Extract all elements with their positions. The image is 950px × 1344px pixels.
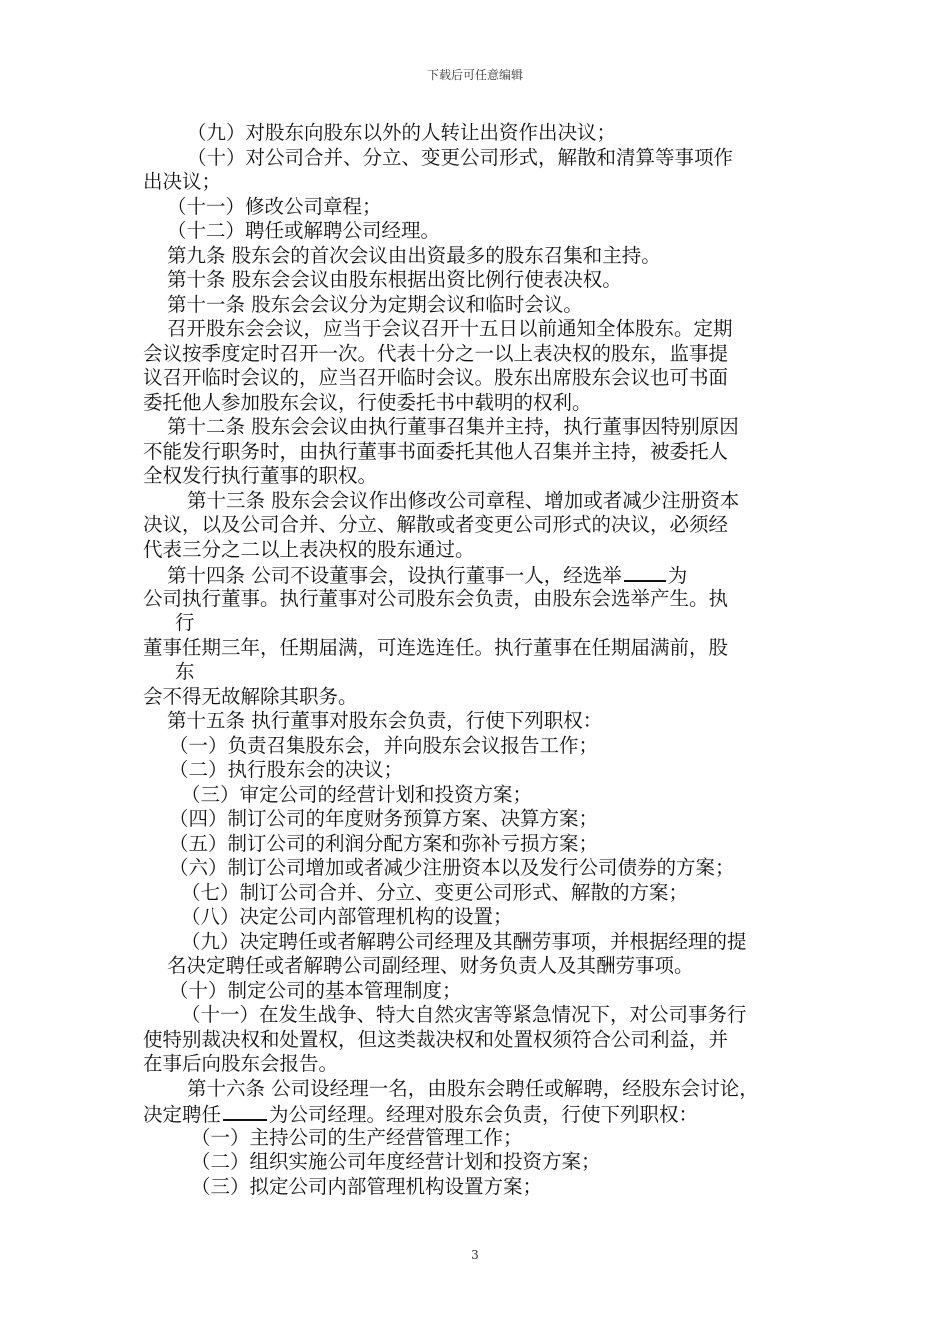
text-line: （一）负责召集股东会，并向股东会议报告工作； <box>169 733 599 757</box>
text-line: 全权发行执行董事的职权。 <box>143 464 378 487</box>
text-line-with-blank <box>143 1101 833 1126</box>
text-line: （六）制订公司增加或者减少注册资本以及发行公司债券的方案； <box>169 856 735 879</box>
page-number: 3 <box>471 1248 479 1262</box>
document-body <box>143 121 833 1199</box>
fill-in-blank <box>223 1101 267 1121</box>
text-line: 第十二条 股东会会议由执行董事召集并主持，执行董事因特别原因 <box>167 415 739 438</box>
text-line-with-blank <box>143 562 833 587</box>
text-line: 第十六条 公司设经理一名，由股东会聘任或解聘，经股东会讨论， <box>187 1076 759 1100</box>
text-line: （八）决定公司内部管理机构的设置； <box>181 905 513 928</box>
text-line: 第十条 股东会会议由股东根据出资比例行使表决权。 <box>167 268 622 291</box>
text-line: （二）执行股东会的决议； <box>169 758 404 781</box>
fill-in-blank <box>624 562 666 582</box>
text-line: （十一）在发生战争、特大自然灾害等紧急情况下，对公司事务行 <box>181 1003 747 1026</box>
text-line: （十一）修改公司章程； <box>167 194 382 218</box>
text-line: 会议按季度定时召开一次。代表十分之一以上表决权的股东，监事提 <box>143 341 729 365</box>
text-line: （七）制订公司合并、分立、变更公司形式、解散的方案； <box>181 880 689 904</box>
text-line: 第十一条 股东会会议分为定期会议和临时会议。 <box>167 292 583 316</box>
text-segment: 第十四条 公司不设董事会，设执行董事一人，经选举 <box>167 564 622 587</box>
text-line: 第十三条 股东会会议作出修改公司章程、增加或者减少注册资本 <box>187 488 740 512</box>
text-line: （五）制订公司的利润分配方案和弥补亏损方案； <box>169 831 599 855</box>
text-line: 在事后向股东会报告。 <box>143 1052 339 1075</box>
text-segment: 为 <box>667 564 688 587</box>
text-line: 使特别裁决权和处置权，但这类裁决权和处置权须符合公司利益，并 <box>143 1027 729 1051</box>
text-line: （九）对股东向股东以外的人转让出资作出决议； <box>187 121 617 144</box>
text-line: 第九条 股东会的首次会议由出资最多的股东召集和主持。 <box>167 243 661 267</box>
text-line: 代表三分之二以上表决权的股东通过。 <box>143 537 475 561</box>
text-line: （十）对公司合并、分立、变更公司形式，解散和清算等事项作 <box>187 145 734 169</box>
text-line: （十）制定公司的基本管理制度； <box>169 978 462 1002</box>
text-line: 决议，以及公司合并、分立、解散或者变更公司形式的决议，必须经 <box>143 513 729 536</box>
text-line: 东 <box>175 660 195 683</box>
text-line: （十二）聘任或解聘公司经理。 <box>167 219 441 242</box>
text-line: （一）主持公司的生产经营管理工作； <box>191 1125 523 1149</box>
text-line: 会不得无故解除其职务。 <box>143 684 358 708</box>
text-line: 行 <box>175 611 195 634</box>
text-line: 不能发行职务时，由执行董事书面委托其他人召集并主持，被委托人 <box>143 439 729 463</box>
text-line: （三）审定公司的经营计划和投资方案； <box>181 782 533 806</box>
text-line: （九）决定聘任或者解聘公司经理及其酬劳事项，并根据经理的提 <box>181 929 747 953</box>
text-line: （四）制订公司的年度财务预算方案、决算方案； <box>169 807 599 830</box>
text-segment: 决定聘任 <box>143 1103 222 1126</box>
text-line: 召开股东会会议，应当于会议召开十五日以前通知全体股东。定期 <box>167 317 733 340</box>
text-line: （二）组织实施公司年度经营计划和投资方案； <box>191 1150 601 1173</box>
text-line: （三）拟定公司内部管理机构设置方案； <box>191 1174 543 1198</box>
text-line: 董事任期三年，任期届满，可连选连任。执行董事在任期届满前，股 <box>143 635 729 659</box>
text-line: 公司执行董事。执行董事对公司股东会负责，由股东会选举产生。执 <box>143 586 729 610</box>
text-line: 名决定聘任或者解聘公司副经理、财务负责人及其酬劳事项。 <box>167 954 694 977</box>
page-header: 下载后可任意编辑 <box>426 68 523 82</box>
text-segment: 为公司经理。经理对股东会负责，行使下列职权： <box>269 1103 699 1126</box>
text-line: 第十五条 执行董事对股东会负责，行使下列职权： <box>167 709 603 732</box>
text-line: 出决议； <box>143 170 222 193</box>
text-line: 委托他人参加股东会议，行使委托书中载明的权利。 <box>143 390 592 414</box>
text-line: 议召开临时会议的，应当召开临时会议。股东出席股东会议也可书面 <box>143 366 729 389</box>
